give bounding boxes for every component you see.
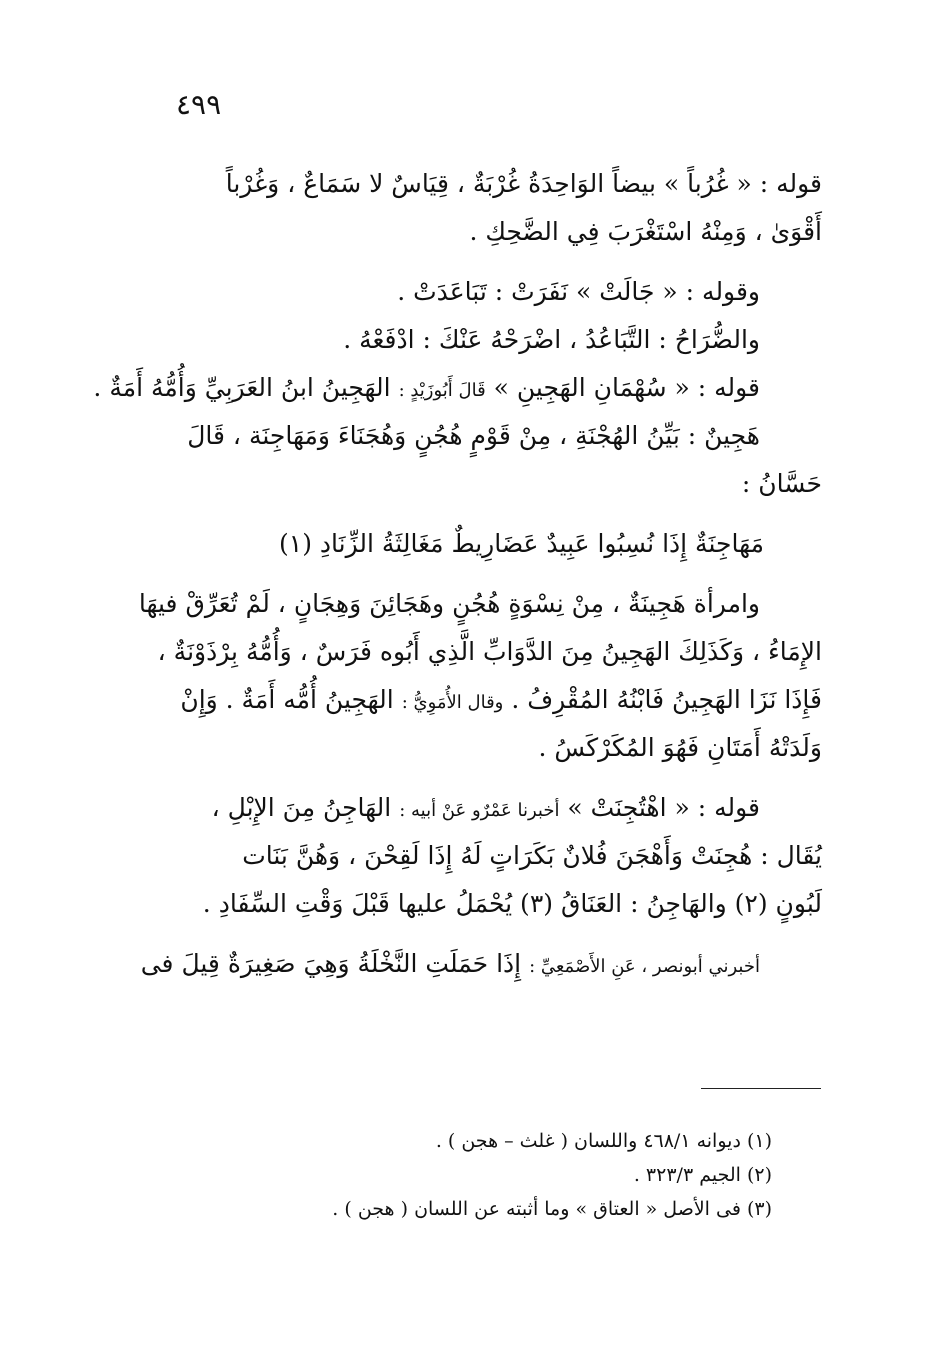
- text-line: والضُّرَاحُ : التَّبَاعُدُ ، اضْرَحْهُ عَنْكَ : ادْفَعْهُ .: [343, 325, 760, 354]
- text-line: [150, 676, 822, 724]
- narrator-attribution: أخبرنا عَمْرٌو عَنْ أبيه :: [399, 800, 560, 821]
- text-line: [93, 364, 822, 412]
- page-number: ٤٩٩: [176, 88, 222, 121]
- text-segment: قوله : « سُهْمَانِ الهَجِينِ »: [493, 373, 760, 402]
- narrator-attribution: وقال الأُمَوِيُّ :: [401, 692, 504, 713]
- text-line: أَقْوَىٰ ، وَمِنْهُ اسْتَغْرَبَ فِي الضَّحِكِ .: [469, 217, 822, 246]
- footnote: (٢) الجيم ٣٢٣/٣ .: [633, 1164, 772, 1186]
- narrator-attribution: أخبرني أبونصر ، عَنِ الأَصْمَعِيِّ :: [529, 956, 760, 977]
- text-line: لَبُونٍ (٢) والهَاجِنُ : العَنَاقُ (٣) يُحْمَلُ عليها قَبْلَ وَقْتِ السِّفَادِ .: [202, 889, 822, 918]
- text-line: هَجِينٌ : بَيِّنُ الهُجْنَةِ ، مِنْ قَوْمٍ هُجُنٍ وَهُجَنَاءَ وَمَهَاجِنَة ، قَالَ: [187, 421, 760, 450]
- text-line: الإِمَاءُ ، وَكَذَلِكَ الهَجِينُ مِنَ الدَّوَابِّ الَّذِي أَبُوه فَرَسٌ ، وَأُمُّهُ بِرْذَوْنَةٌ ،: [157, 637, 822, 666]
- text-segment: فَإِذَا نَزَا الهَجِينُ فَابْنُهُ المُقْرِفُ .: [511, 685, 822, 714]
- main-text: [93, 160, 822, 988]
- text-line: وَلَدَتْهُ أَمَتَانِ فَهُوَ المُكَرْكَسُ .: [538, 733, 822, 762]
- text-line: وقوله : « جَالَتْ » نَفَرَتْ : تَبَاعَدَتْ .: [397, 277, 760, 306]
- footnote-divider: [701, 1088, 821, 1089]
- narrator-attribution: قَالَ أَبُوزَيْدٍ :: [398, 380, 486, 401]
- footnotes: [250, 1124, 772, 1226]
- text-segment: الهَجِينُ ابنُ العَرَبِيِّ وَأُمُّهُ أَمَةٌ .: [93, 373, 391, 402]
- text-line: [150, 784, 822, 832]
- text-segment: الهَاجِنُ مِنَ الإِبْلِ ،: [211, 793, 392, 822]
- text-line: [140, 940, 822, 988]
- footnote: (٣) فى الأصل « العتاق » وما أثبته عن اللسان ( هجن ) .: [332, 1198, 772, 1220]
- text-line: حَسَّانُ :: [741, 469, 822, 498]
- poetry-verse: مَهَاجِنَةٌ إِذَا نُسِبُوا عَبِيدٌ عَضَارِيطٌ مَغَالِثَةُ الزِّنَادِ (١): [278, 529, 764, 558]
- text-segment: الهَجِينُ أُمُّه أَمَةٌ . وَإِنْ: [180, 685, 394, 714]
- text-line: وامرأة هَجِينَةٌ ، مِنْ نِسْوَةٍ هُجُنٍ وهَجَائِنَ وَهِجَانٍ ، لَمْ تُعَرِّقْ فيهَا: [138, 589, 760, 618]
- footnote: (١) ديوانه ٤٦٨/١ واللسان ( غلث – هجن ) .: [435, 1130, 772, 1152]
- text-line: يُقَال : هُجِنَتْ وَأَهْجَنَ فُلانٌ بَكَرَاتٍ لَهُ إِذَا لَقِحْنَ ، وَهُنَّ بَنَات: [242, 841, 822, 870]
- text-segment: إِذَا حَمَلَتِ النَّخْلَةُ وَهِيَ صَغِيرَةٌ قِيلَ فى: [140, 949, 522, 978]
- text-line: قوله : « غُرُباً » بيضاً الوَاحِدَةُ غُرْبَةٌ ، قِيَاسٌ لا سَمَاعٌ ، وَغُرْباً: [225, 169, 822, 198]
- text-segment: قوله : « اهْتُجِنَتْ »: [567, 793, 760, 822]
